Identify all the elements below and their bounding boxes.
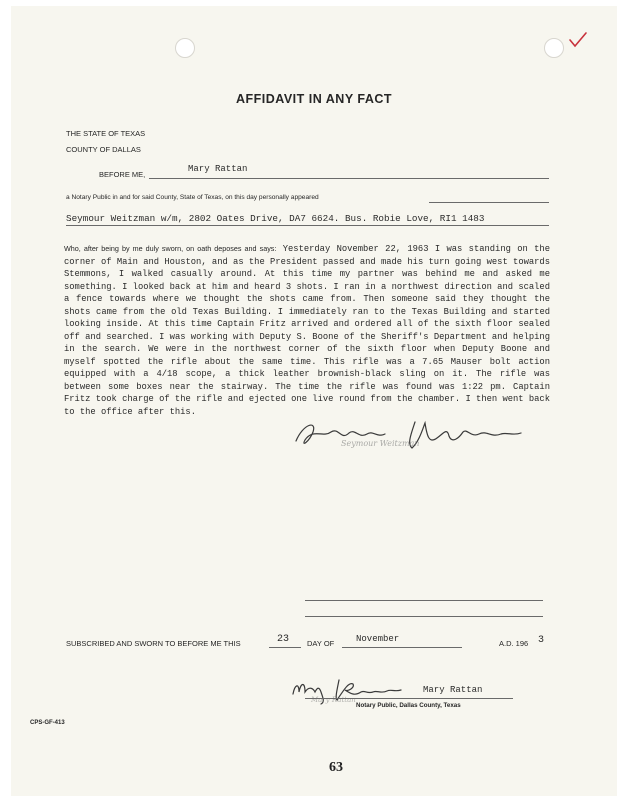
jurat-year-digit: 3 [538, 635, 545, 646]
statement-text: Yesterday November 22, 1963 I was standing on the corner of Main and Houston, and as the President passed and made his turn going west towards Stemmons, I walked casually around. At this time my partner was behind me and asked me something. I looked back at him and heard 3 shots. I ran in a northwest direction and scaled a fence towards where we thought the shots came from. Then someone said they thought the shots came from the old Texas Building. I immediately ran to the Texas Building and started looking inside. At this time Captain Fritz arrived and ordered all of the sixth floor sealed off and searched. I was working with Deputy S. Boone of the Sheriff's Department and helping in the search. We were in the northwest corner of the sixth floor when Deputy Boone and myself spotted the rifle about the same time. This rifle was a 7.65 Mauser bolt action equipped with a 4/18 scope, a thick leather brownish-black sling on it. The rifle was between some boxes near the stairway. The time the rifle was found was 1:22 pm. Captain Fritz took charge of the rifle and ejected one live round from the chamber. I then went back to the office after this. [64, 244, 550, 417]
affiant-rule [66, 225, 549, 226]
check-mark-icon [567, 30, 589, 50]
notary-signature-rule [305, 698, 513, 699]
punch-hole-left [175, 38, 195, 58]
punch-hole-right [544, 38, 564, 58]
notary-signature-text: Mary Rattan [311, 696, 356, 704]
page-number: 63 [329, 760, 343, 775]
jurat-month: November [356, 634, 400, 644]
document-page [11, 6, 617, 796]
jurat-label: SUBSCRIBED AND SWORN TO BEFORE ME THIS [66, 639, 241, 648]
notary-typed-name: Mary Rattan [423, 685, 483, 695]
notary-name-typed: Mary Rattan [188, 164, 248, 174]
notary-clause: a Notary Public in and for said County, State of Texas, on this day personally appeared [66, 194, 319, 201]
notary-title: Notary Public, Dallas County, Texas [356, 702, 461, 709]
signature-rule-2 [305, 616, 543, 617]
affiant-line: Seymour Weitzman w/m, 2802 Oates Drive, DA7 6624. Bus. Robie Love, RI1 1483 [66, 213, 485, 224]
county-label: COUNTY OF DALLAS [66, 145, 141, 154]
statement-block [64, 243, 550, 418]
jurat-month-rule [342, 647, 462, 648]
before-me-rule [149, 178, 549, 179]
form-id: CPS-GF-413 [30, 720, 65, 726]
state-label: THE STATE OF TEXAS [66, 129, 146, 138]
before-me-label: BEFORE ME, [99, 170, 146, 179]
signature-rule-1 [305, 600, 543, 601]
jurat-ad-label: A.D. 196 [499, 639, 529, 648]
affiant-signature-image [291, 414, 531, 454]
page-title: AFFIDAVIT IN ANY FACT [235, 92, 393, 106]
jurat-day-rule [269, 647, 301, 648]
jurat-day: 23 [277, 634, 290, 645]
affiant-signature-text: Seymour Weitzman [341, 439, 420, 448]
jurat-day-label: DAY OF [307, 639, 335, 648]
notary-clause-rule [429, 202, 549, 203]
oath-lead: Who, after being by me duly sworn, on oath deposes and says: [64, 244, 277, 253]
